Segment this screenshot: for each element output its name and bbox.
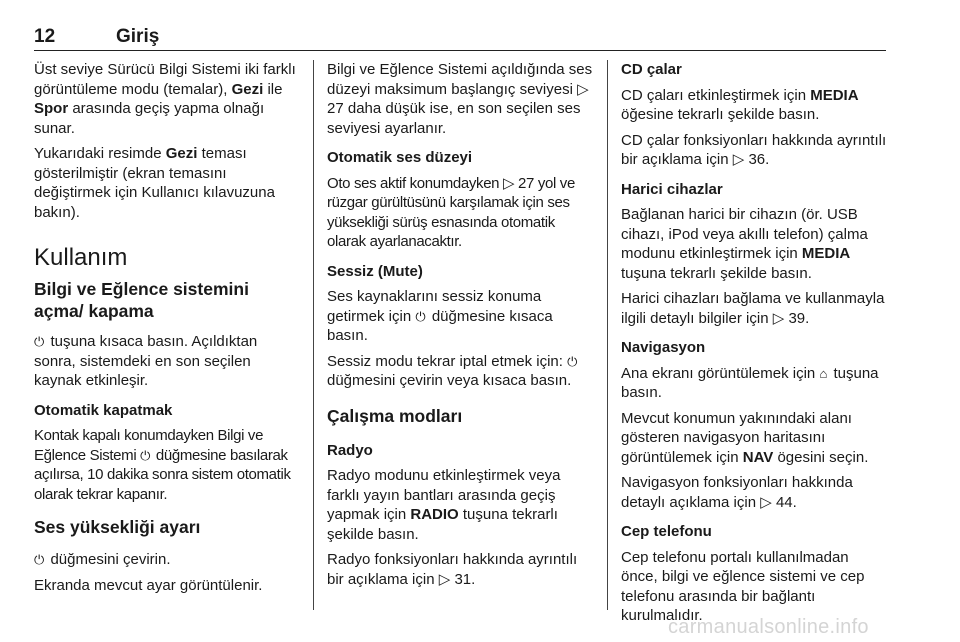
subsection-heading-volume: Ses yüksekliği ayarı bbox=[34, 517, 201, 537]
navigation-heading: Navigasyon bbox=[621, 339, 706, 356]
auto-volume-paragraph: Oto ses aktif konumdayken ▷ 27 yol ve rüzgar gürültüsünü karşılamak için ses yüksekliği sürüş esnasında otomatik olarak ayarlanacaktır. bbox=[327, 174, 575, 250]
auto-volume-heading: Otomatik ses düzeyi bbox=[327, 149, 473, 166]
column-divider bbox=[313, 60, 314, 610]
radio-heading: Radyo bbox=[327, 441, 373, 459]
navigation-more-paragraph: Navigasyon fonksiyonları hakkında detaylı açıklama için ▷ 44. bbox=[621, 474, 853, 511]
mute-paragraph: Ses kaynaklarını sessiz konuma getirmek için ⏻ düğmesine kısaca basın. bbox=[327, 288, 553, 344]
mute-heading: Sessiz (Mute) bbox=[327, 262, 423, 280]
auto-off-heading: Otomatik kapatmak bbox=[34, 401, 173, 419]
auto-off-paragraph: Kontak kapalı konumdayken Bilgi ve Eğlence Sistemi ⏻ düğmesine basılarak açılırsa, 10 dakika sonra sistem otomatik olarak tekrar kapanır. bbox=[34, 427, 291, 503]
theme-paragraph: Yukarıdaki resimde Gezi teması gösterilmiştir (ekran temasını değiştirmek için Kullanıcı kılavuzuna bakın). bbox=[34, 145, 275, 221]
column-divider bbox=[607, 60, 608, 610]
intro-paragraph: Üst seviye Sürücü Bilgi Sistemi iki farklı görüntüleme modu (temalar), Gezi ile Spor arasında geçiş yapma olnağı sunar. bbox=[34, 61, 296, 137]
radio-more-paragraph: Radyo fonksiyonları hakkında ayrıntılı bir açıklama için ▷ 31. bbox=[327, 551, 578, 588]
volume-paragraph-2: Ekranda mevcut ayar görüntülenir. bbox=[34, 576, 263, 594]
power-icon: ⏻ bbox=[34, 552, 45, 567]
radio-paragraph: Radyo modunu etkinleştirmek veya farklı yayın bantları arasında geçiş yapmak için RADIO tuşuna tekrarlı şekilde basın. bbox=[327, 467, 561, 543]
startup-volume-paragraph: Bilgi ve Eğlence Sistemi açıldığında ses düzeyi maksimum başlangıç seviyesi ▷ 27 daha düşük ise, en son seçilen ses seviyesi ayarlanır. bbox=[327, 61, 593, 137]
cd-more-paragraph: CD çalar fonksiyonları hakkında ayrıntılı bir açıklama için ▷ 36. bbox=[621, 131, 887, 168]
column-3 bbox=[621, 60, 889, 632]
section-heading-kullanim: Kullanım bbox=[34, 244, 128, 271]
page-ref-icon: ▷ bbox=[438, 570, 451, 588]
page-header bbox=[34, 26, 886, 51]
phone-heading: Cep telefonu bbox=[621, 523, 712, 540]
column-1 bbox=[34, 60, 302, 601]
page-ref-icon: ▷ bbox=[772, 309, 785, 327]
page-number: 12 bbox=[34, 26, 56, 47]
volume-paragraph: ⏻ düğmesini çevirin. bbox=[34, 551, 171, 568]
power-icon: ⏻ bbox=[34, 334, 45, 349]
page-ref-icon: ▷ bbox=[760, 493, 772, 511]
power-paragraph: ⏻ tuşuna kısaca basın. Açıldıktan sonra, sistemdeki en son seçilen kaynak etkinleşir. bbox=[34, 333, 258, 389]
page-ref-icon: ▷ bbox=[577, 80, 589, 98]
page-ref-icon: ▷ bbox=[503, 174, 515, 192]
cd-heading: CD çalar bbox=[621, 61, 682, 78]
column-2 bbox=[327, 60, 595, 595]
watermark: carmanualsonline.info bbox=[668, 616, 869, 638]
navigation-paragraph: Ana ekranı görüntülemek için ⌂ tuşuna basın. bbox=[621, 364, 879, 401]
chapter-title: Giriş bbox=[116, 26, 160, 47]
subsection-heading-modes: Çalışma modları bbox=[327, 405, 463, 426]
power-icon: ⏻ bbox=[567, 353, 578, 369]
power-icon: ⏻ bbox=[140, 447, 151, 463]
subsection-heading-power: Bilgi ve Eğlence sistemini açma/ kapama bbox=[34, 279, 249, 321]
home-icon: ⌂ bbox=[819, 365, 828, 381]
external-paragraph: Bağlanan harici bir cihazın (ör. USB cihazı, iPod veya akıllı telefon) çalma modunu etkinleştirmek için MEDIA tuşuna tekrarlı şekilde basın. bbox=[621, 206, 868, 282]
page-ref-icon: ▷ bbox=[732, 151, 745, 168]
external-heading: Harici cihazlar bbox=[621, 180, 723, 198]
navigation-map-paragraph: Mevcut konumun yakınındaki alanı gösteren navigasyon haritasını görüntülemek için NAV ögesini seçin. bbox=[621, 409, 869, 466]
cd-paragraph: CD çaları etkinleştirmek için MEDIA öğesine tekrarlı şekilde basın. bbox=[621, 86, 859, 123]
external-more-paragraph: Harici cihazları bağlama ve kullanmayla ilgili detaylı bilgiler için ▷ 39. bbox=[621, 290, 885, 327]
unmute-paragraph: Sessiz modu tekrar iptal etmek için: ⏻ düğmesini çevirin veya kısaca basın. bbox=[327, 352, 578, 389]
phone-paragraph: Cep telefonu portalı kullanılmadan önce, bilgi ve eğlence sistemi ve cep telefonu arasında bir bağlantı kurulmalıdır. bbox=[621, 548, 865, 624]
power-icon: ⏻ bbox=[415, 308, 426, 324]
